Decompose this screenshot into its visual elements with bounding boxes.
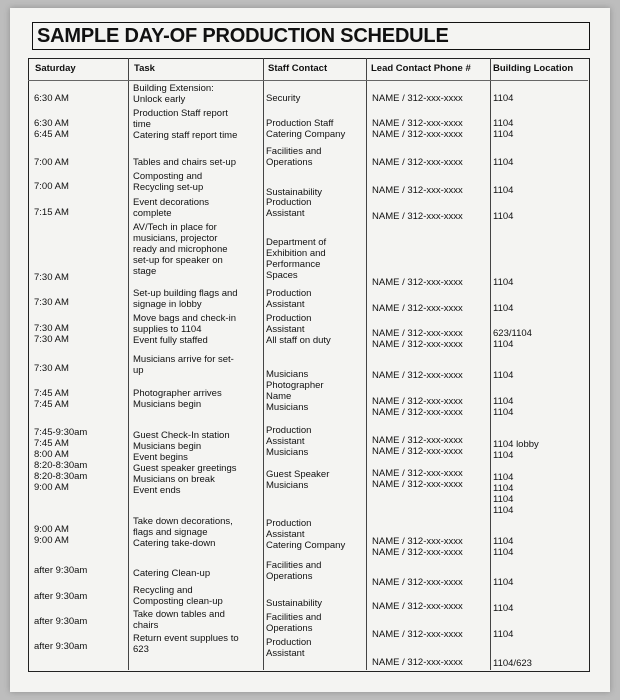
row-time: 7:15 AM	[34, 207, 69, 218]
row-time: 7:30 AM	[34, 272, 69, 283]
row-task: Event decorations complete	[133, 197, 210, 219]
row-staff: Sustainability	[266, 598, 322, 609]
row-staff: Facilities and Operations	[266, 560, 322, 582]
row-time: 7:45-9:30am 7:45 AM 8:00 AM 8:20-8:30am 8:20-8:30am 9:00 AM	[34, 427, 88, 493]
row-phone: NAME / 312-xxx-xxxx	[372, 211, 463, 222]
row-time: 7:00 AM	[34, 157, 69, 168]
row-staff: Production Assistant	[266, 637, 312, 659]
row-staff: Production Assistant Musicians Guest Speaker Musicians	[266, 425, 330, 491]
row-task: Musicians arrive for set- up	[133, 354, 234, 376]
row-phone: NAME / 312-xxx-xxxx	[372, 601, 463, 612]
row-task: AV/Tech in place for musicians, projector ready and microphone set-up for speaker on stage	[133, 222, 228, 277]
row-task: Set-up building flags and signage in lobby	[133, 288, 238, 310]
row-staff: Production Assistant All staff on duty	[266, 313, 331, 346]
row-phone: NAME / 312-xxx-xxxx	[372, 157, 463, 168]
row-phone: NAME / 312-xxx-xxxx	[372, 629, 463, 640]
row-time: 7:30 AM	[34, 297, 69, 308]
row-task: Photographer arrives Musicians begin	[133, 388, 222, 410]
row-phone: NAME / 312-xxx-xxxx NAME / 312-xxx-xxxx NAME / 312-xxx-xxxx NAME / 312-xxx-xxxx	[372, 435, 463, 490]
row-phone: NAME / 312-xxx-xxxx	[372, 370, 463, 381]
row-time: 6:30 AM	[34, 93, 69, 104]
row-staff: Sustainability	[266, 187, 322, 198]
row-location: 1104	[493, 629, 514, 640]
row-time: after 9:30am	[34, 616, 88, 627]
row-location: 1104	[493, 370, 514, 381]
row-time: 7:00 AM	[34, 181, 69, 192]
row-time: 7:45 AM 7:45 AM	[34, 388, 69, 410]
row-time: 7:30 AM 7:30 AM	[34, 323, 69, 345]
row-location: 1104 1104	[493, 396, 514, 418]
row-staff: Production Assistant	[266, 288, 312, 310]
row-location: 623/1104 1104	[493, 328, 532, 350]
row-staff: Facilities and Operations	[266, 612, 322, 634]
row-task: Return event supplues to 623	[133, 633, 239, 655]
row-phone: NAME / 312-xxx-xxxx NAME / 312-xxx-xxxx	[372, 536, 463, 558]
row-staff: Security	[266, 93, 301, 104]
row-task: Tables and chairs set-up	[133, 157, 236, 168]
row-phone: NAME / 312-xxx-xxxx	[372, 185, 463, 196]
row-staff: Photographer Name Musicians	[266, 380, 324, 413]
row-location: 1104	[493, 157, 514, 168]
row-task: Production Staff report time Catering staff report time	[133, 108, 238, 141]
row-location: 1104	[493, 277, 514, 288]
row-task: Composting and Recycling set-up	[133, 171, 204, 193]
row-task: Move bags and check-in supplies to 1104 Event fully staffed	[133, 313, 236, 346]
row-location: 1104	[493, 303, 514, 314]
row-phone: NAME / 312-xxx-xxxx	[372, 657, 463, 668]
row-location: 1104	[493, 211, 514, 222]
row-location: 1104 1104	[493, 536, 514, 558]
row-task: Recycling and Composting clean-up	[133, 585, 223, 607]
row-time: after 9:30am	[34, 641, 88, 652]
row-task: Take down decorations, flags and signage Catering take-down	[133, 516, 233, 549]
row-location: 1104	[493, 185, 514, 196]
header-task: Task	[134, 63, 155, 74]
header-phone: Lead Contact Phone #	[371, 63, 471, 74]
row-staff: Production Staff Catering Company	[266, 118, 346, 140]
row-staff: Production Assistant	[266, 197, 312, 219]
row-phone: NAME / 312-xxx-xxxx	[372, 93, 463, 104]
row-phone: NAME / 312-xxx-xxxx	[372, 277, 463, 288]
row-phone: NAME / 312-xxx-xxxx	[372, 577, 463, 588]
page-title: SAMPLE DAY-OF PRODUCTION SCHEDULE	[37, 24, 449, 47]
row-staff: Musicians	[266, 369, 309, 380]
row-location: 1104 1104	[493, 118, 514, 140]
row-location: 1104	[493, 93, 514, 104]
row-phone: NAME / 312-xxx-xxxx	[372, 303, 463, 314]
header-location: Building Location	[493, 63, 574, 74]
row-time: after 9:30am	[34, 565, 88, 576]
row-time: 7:30 AM	[34, 363, 69, 374]
row-staff: Production Assistant Catering Company	[266, 518, 346, 551]
row-phone: NAME / 312-xxx-xxxx NAME / 312-xxx-xxxx	[372, 328, 463, 350]
row-time: 6:30 AM 6:45 AM	[34, 118, 69, 140]
row-location: 1104	[493, 603, 514, 614]
row-location: 1104	[493, 577, 514, 588]
row-phone: NAME / 312-xxx-xxxx NAME / 312-xxx-xxxx	[372, 118, 463, 140]
row-task: Take down tables and chairs	[133, 609, 225, 631]
row-time: 9:00 AM 9:00 AM	[34, 524, 69, 546]
row-staff: Facilities and Operations	[266, 146, 322, 168]
row-staff: Department of Exhibition and Performance Spaces	[266, 237, 327, 281]
header-staff: Staff Contact	[268, 63, 328, 74]
header-day: Saturday	[35, 63, 76, 74]
row-task: Catering Clean-up	[133, 568, 211, 579]
row-time: after 9:30am	[34, 591, 88, 602]
row-location: 1104 lobby 1104 1104 1104 1104 1104	[493, 439, 539, 516]
row-task: Guest Check-In station Musicians begin Event begins Guest speaker greetings Musicians on break Event ends	[133, 430, 237, 496]
row-phone: NAME / 312-xxx-xxxx NAME / 312-xxx-xxxx	[372, 396, 463, 418]
row-location: 1104/623	[493, 658, 532, 669]
row-task: Building Extension: Unlock early	[133, 83, 214, 105]
